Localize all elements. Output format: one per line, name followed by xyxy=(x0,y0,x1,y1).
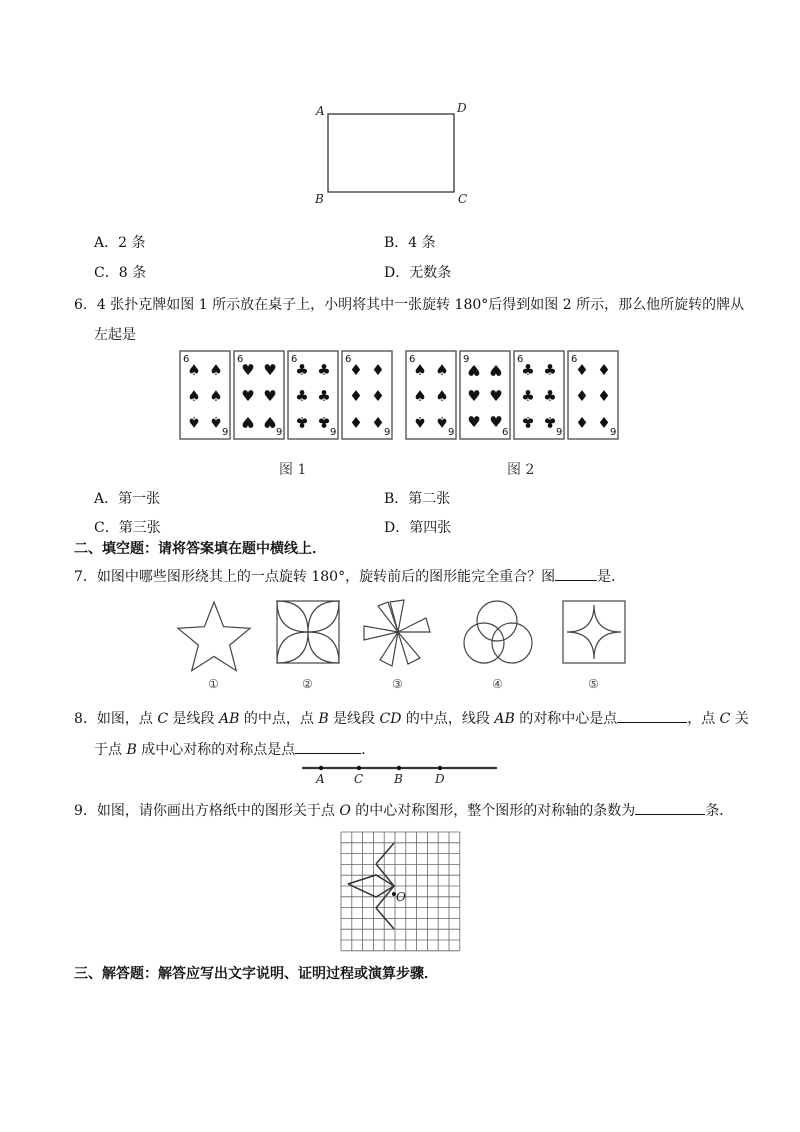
option-letter: B． xyxy=(384,491,409,507)
suit-pip: ♥ xyxy=(263,413,277,431)
card-corner-top: 6 xyxy=(237,354,244,365)
text: 是线段 xyxy=(168,711,219,727)
suit-pip: ♣ xyxy=(543,387,557,405)
shape-label-1: ① xyxy=(208,677,219,691)
suit-pip: ♠ xyxy=(187,387,201,405)
suit-pip: ♠ xyxy=(209,361,223,379)
label-d: D xyxy=(435,772,445,786)
suit-pip: ♥ xyxy=(489,387,503,405)
q5-option-b xyxy=(384,232,436,252)
option-letter: A． xyxy=(94,491,119,507)
suit-pip: ♠ xyxy=(209,387,223,405)
playing-card xyxy=(234,351,284,439)
q6-text: 4 张扑克牌如图 1 所示放在桌子上，小明将其中一张旋转 180°后得到如图 2 所示，那么他所旋转的牌从 xyxy=(96,297,745,313)
suit-pip: ♠ xyxy=(435,413,449,431)
option-letter: C． xyxy=(94,265,119,281)
suit-pip: ♥ xyxy=(263,361,277,379)
suit-pip: ♠ xyxy=(435,387,449,405)
shape-star xyxy=(178,602,250,671)
suit-pip: ♥ xyxy=(241,413,255,431)
suit-pip: ♦ xyxy=(371,361,385,379)
point-o-label: O xyxy=(396,890,406,904)
option-letter: B． xyxy=(384,235,409,251)
shape-three-circles xyxy=(464,601,532,663)
figure-1-caption: 图 1 xyxy=(279,462,307,478)
option-text: 2 条 xyxy=(118,235,146,251)
card-corner-bottom: 9 xyxy=(384,427,391,438)
q6-stem-line1 xyxy=(74,295,744,315)
text: ，点 xyxy=(687,711,720,727)
point-c: C xyxy=(157,711,169,727)
shape-square-petals xyxy=(277,601,339,663)
playing-card xyxy=(180,351,230,439)
q6-option-d xyxy=(384,517,451,537)
point-b: B xyxy=(126,742,137,758)
suit-pip: ♣ xyxy=(295,413,309,431)
label-a: A xyxy=(316,104,325,118)
point-d-dot xyxy=(438,766,442,770)
q8-answer-blank-1[interactable] xyxy=(617,708,687,723)
card-corner-bottom: 9 xyxy=(330,427,337,438)
card-corner-bottom: 9 xyxy=(222,427,229,438)
playing-card xyxy=(460,351,510,439)
suit-pip: ♥ xyxy=(263,387,277,405)
playing-cards-figure xyxy=(0,345,800,485)
q9-answer-blank[interactable] xyxy=(635,800,705,815)
q7-text-before: 如图中哪些图形绕其上的一点旋转 180°，旋转前后的图形能完全重合？图 xyxy=(96,569,556,585)
card-corner-top: 9 xyxy=(463,354,470,365)
text: 是线段 xyxy=(328,711,380,727)
shape-pinwheel xyxy=(364,600,430,666)
suit-pip: ♦ xyxy=(349,387,363,405)
card-corner-top: 6 xyxy=(345,354,352,365)
shape-concave-square xyxy=(563,601,625,663)
card-corner-top: 6 xyxy=(517,354,524,365)
point-o: O xyxy=(339,803,351,819)
q5-option-a xyxy=(94,232,145,252)
text: 成中心对称的对称点是点 xyxy=(136,742,296,758)
card-corner-top: 6 xyxy=(571,354,578,365)
suit-pip: ♣ xyxy=(521,413,535,431)
shape-label-4: ④ xyxy=(492,677,503,691)
option-text: 第四张 xyxy=(409,520,452,536)
shape-label-2: ② xyxy=(302,677,313,691)
q8-answer-blank-2[interactable] xyxy=(295,739,361,754)
grid-paper-figure xyxy=(0,826,800,946)
text: 关 xyxy=(730,711,749,727)
q5-option-d xyxy=(384,262,451,282)
card-corner-top: 6 xyxy=(409,354,416,365)
suit-pip: ♥ xyxy=(467,361,481,379)
option-letter: D． xyxy=(384,265,410,281)
q8-stem-line2 xyxy=(94,739,375,760)
card-corner-top: 6 xyxy=(291,354,298,365)
option-text: 无数条 xyxy=(409,265,452,281)
option-text: 4 条 xyxy=(408,235,436,251)
label-d: D xyxy=(457,101,467,115)
suit-pip: ♠ xyxy=(187,361,201,379)
q8-number: 8． xyxy=(74,711,97,727)
q6-option-a xyxy=(94,488,160,508)
suit-pip: ♦ xyxy=(575,387,589,405)
shape-label-3: ③ xyxy=(392,677,403,691)
text: 如图，请你画出方格纸中的图形关于点 xyxy=(96,803,340,819)
suit-pip: ♣ xyxy=(543,361,557,379)
number-line-figure xyxy=(0,760,800,790)
q6-number: 6． xyxy=(74,297,97,313)
suit-pip: ♣ xyxy=(543,413,557,431)
q6-option-c xyxy=(94,517,161,537)
segment-cd: CD xyxy=(379,711,402,727)
card-corner-top: 6 xyxy=(183,354,190,365)
suit-pip: ♠ xyxy=(413,387,427,405)
suit-pip: ♦ xyxy=(371,413,385,431)
suit-pip: ♠ xyxy=(209,413,223,431)
option-text: 第二张 xyxy=(408,491,451,507)
suit-pip: ♠ xyxy=(187,413,201,431)
suit-pip: ♦ xyxy=(371,387,385,405)
q7-stem xyxy=(74,566,625,587)
q8-stem-line1 xyxy=(74,708,749,729)
suit-pip: ♦ xyxy=(575,361,589,379)
point-b: B xyxy=(318,711,329,727)
rectangle-shape xyxy=(328,114,454,192)
q9-number: 9． xyxy=(74,803,97,819)
q7-text-after: 是． xyxy=(597,569,626,585)
text: 的中心对称图形，整个图形的对称轴的条数为 xyxy=(350,803,636,819)
text: 于点 xyxy=(94,742,127,758)
card-corner-bottom: 9 xyxy=(448,427,455,438)
suit-pip: ♥ xyxy=(241,387,255,405)
text: 的中点，点 xyxy=(239,711,319,727)
option-text: 第一张 xyxy=(118,491,161,507)
q5-option-c xyxy=(94,262,146,282)
label-c: C xyxy=(354,772,364,786)
section-2-heading: 二、填空题：请将答案填在题中横线上． xyxy=(74,541,326,557)
suit-pip: ♦ xyxy=(349,413,363,431)
label-b: B xyxy=(394,772,403,786)
label-c: C xyxy=(458,192,468,206)
q7-number: 7． xyxy=(74,569,97,585)
suit-pip: ♥ xyxy=(241,361,255,379)
point-c: C xyxy=(719,711,731,727)
suit-pip: ♥ xyxy=(489,413,503,431)
suit-pip: ♦ xyxy=(597,361,611,379)
card-corner-bottom: 9 xyxy=(276,427,283,438)
text: 如图，点 xyxy=(96,711,158,727)
point-b-dot xyxy=(397,766,401,770)
point-a-dot xyxy=(319,766,323,770)
suit-pip: ♣ xyxy=(295,361,309,379)
playing-card xyxy=(568,351,618,439)
suit-pip: ♦ xyxy=(597,387,611,405)
option-letter: A． xyxy=(94,235,119,251)
suit-pip: ♥ xyxy=(467,413,481,431)
q7-shapes-figure xyxy=(0,595,800,705)
segment-ab: AB xyxy=(219,711,240,727)
suit-pip: ♠ xyxy=(413,361,427,379)
text: ． xyxy=(361,742,376,758)
suit-pip: ♣ xyxy=(521,387,535,405)
label-b: B xyxy=(315,192,324,206)
suit-pip: ♣ xyxy=(317,361,331,379)
playing-card xyxy=(342,351,392,439)
text: 的中点，线段 xyxy=(401,711,495,727)
card-corner-bottom: 9 xyxy=(610,427,617,438)
suit-pip: ♦ xyxy=(349,361,363,379)
text: 条． xyxy=(705,803,734,819)
option-text: 8 条 xyxy=(118,265,147,281)
q9-stem xyxy=(74,800,733,821)
option-letter: D． xyxy=(384,520,410,536)
text: 的对称中心是点 xyxy=(514,711,618,727)
suit-pip: ♠ xyxy=(413,413,427,431)
point-c-dot xyxy=(357,766,361,770)
card-corner-bottom: 6 xyxy=(502,427,509,438)
suit-pip: ♣ xyxy=(521,361,535,379)
rectangle-abcd-figure xyxy=(0,0,800,220)
q7-answer-blank[interactable] xyxy=(555,566,597,581)
suit-pip: ♥ xyxy=(467,387,481,405)
label-a: A xyxy=(316,772,325,786)
q6-stem-line2: 左起是 xyxy=(94,327,136,343)
option-text: 第三张 xyxy=(118,520,161,536)
playing-card xyxy=(514,351,564,439)
option-letter: C． xyxy=(94,520,119,536)
q6-option-b xyxy=(384,488,450,508)
suit-pip: ♦ xyxy=(575,413,589,431)
suit-pip: ♣ xyxy=(295,387,309,405)
card-corner-bottom: 9 xyxy=(556,427,563,438)
suit-pip: ♠ xyxy=(435,361,449,379)
suit-pip: ♣ xyxy=(317,387,331,405)
suit-pip: ♦ xyxy=(597,413,611,431)
figure-2-caption: 图 2 xyxy=(507,462,535,478)
playing-card xyxy=(406,351,456,439)
segment-ab: AB xyxy=(494,711,515,727)
suit-pip: ♣ xyxy=(317,413,331,431)
shape-label-5: ⑤ xyxy=(588,677,599,691)
suit-pip: ♥ xyxy=(489,361,503,379)
section-3-heading: 三、解答题：解答应写出文字说明、证明过程或演算步骤． xyxy=(74,966,438,982)
playing-card xyxy=(288,351,338,439)
